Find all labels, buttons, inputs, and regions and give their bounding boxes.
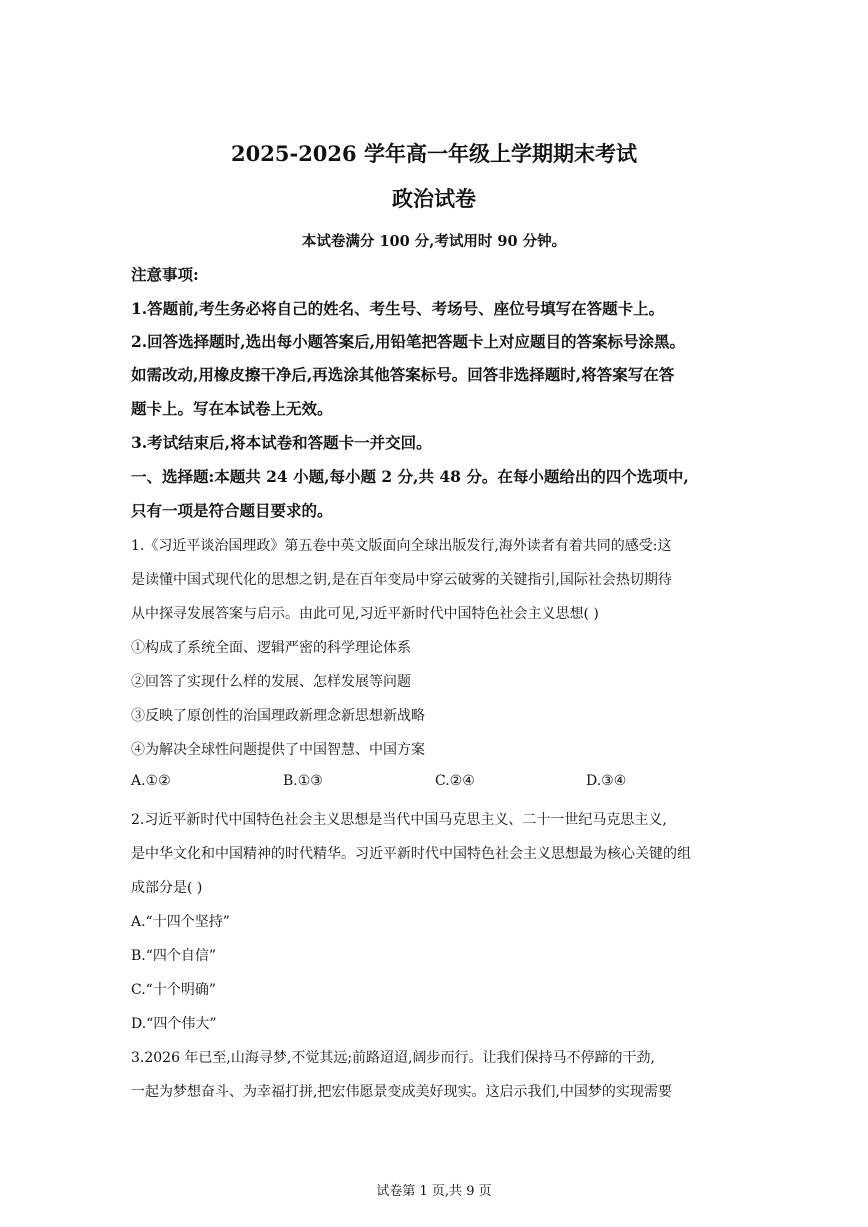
notice-line: 2.回答选择题时,选出每小题答案后,用铅笔把答题卡上对应题目的答案标号涂黑。 xyxy=(131,332,685,351)
option-c: C.“十个明确” xyxy=(131,982,216,998)
question-1-item: ④为解决全球性问题提供了中国智慧、中国方案 xyxy=(131,742,425,758)
option-a: A.①② xyxy=(131,773,171,789)
question-2-text: 是中华文化和中国精神的时代精华。习近平新时代中国特色社会主义思想最为核心关键的组 xyxy=(131,846,691,862)
notice-heading: 注意事项: xyxy=(131,265,199,284)
option-b: B.①③ xyxy=(283,773,323,789)
notice-line: 如需改动,用橡皮擦干净后,再选涂其他答案标号。回答非选择题时,将答案写在答 xyxy=(131,365,675,384)
question-1-item: ③反映了原创性的治国理政新理念新思想新战略 xyxy=(131,708,425,724)
question-1-item: ①构成了系统全面、逻辑严密的科学理论体系 xyxy=(131,640,411,656)
option-d: D.③④ xyxy=(586,773,627,789)
notice-line: 3.考试结束后,将本试卷和答题卡一并交回。 xyxy=(131,433,432,452)
exam-info: 本试卷满分 100 分,考试用时 90 分钟。 xyxy=(301,233,567,250)
section-heading: 只有一项是符合题目要求的。 xyxy=(131,501,333,520)
section-heading: 一、选择题:本题共 24 小题,每小题 2 分,共 48 分。在每小题给出的四个选项中, xyxy=(131,467,689,486)
exam-subject: 政治试卷 xyxy=(392,186,476,211)
page-footer: 试卷第 1 页,共 9 页 xyxy=(376,1184,492,1199)
exam-title: 2025-2026 学年高一年级上学期期末考试 xyxy=(231,141,637,166)
question-1-text: 1.《习近平谈治国理政》第五卷中英文版面向全球出版发行,海外读者有着共同的感受:这 xyxy=(131,538,672,554)
question-2-text: 成部分是( ) xyxy=(131,880,203,896)
option-c: C.②④ xyxy=(435,773,475,789)
question-1-item: ②回答了实现什么样的发展、怎样发展等问题 xyxy=(131,674,411,690)
option-b: B.“四个自信” xyxy=(131,948,217,964)
question-1-text: 是读懂中国式现代化的思想之钥,是在百年变局中穿云破雾的关键指引,国际社会热切期待 xyxy=(131,572,672,588)
question-3-text: 一起为梦想奋斗、为幸福打拼,把宏伟愿景变成美好现实。这启示我们,中国梦的实现需要 xyxy=(131,1084,672,1100)
notice-line: 题卡上。写在本试卷上无效。 xyxy=(131,399,333,418)
option-d: D.“四个伟大” xyxy=(131,1016,217,1032)
option-a: A.“十四个坚持” xyxy=(131,914,230,930)
notice-line: 1.答题前,考生务必将自己的姓名、考生号、考场号、座位号填写在答题卡上。 xyxy=(131,299,665,318)
question-1-text: 从中探寻发展答案与启示。由此可见,习近平新时代中国特色社会主义思想( ) xyxy=(131,606,599,622)
question-3-text: 3.2026 年已至,山海寻梦,不觉其远;前路迢迢,阔步而行。让我们保持马不停蹄的干劲, xyxy=(131,1050,655,1066)
question-2-text: 2.习近平新时代中国特色社会主义思想是当代中国马克思主义、二十一世纪马克思主义, xyxy=(131,812,667,828)
